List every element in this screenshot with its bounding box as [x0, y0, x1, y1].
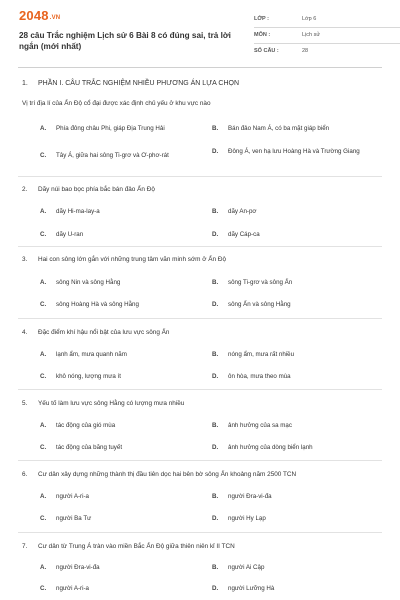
question-5: 5. Yếu tố làm lưu vực sông Hằng có lượng mưa nhiều A. tác động của gió mùa B. ảnh hưởng của sa mạc C. tác động của băng tuyết D. ảnh hưởng của dòng biển lạnh — [22, 399, 378, 408]
meta-row-subject — [254, 28, 400, 44]
divider — [18, 460, 382, 461]
question-stem: 6. Cư dân xây dựng những thành thị đầu tiên dọc hai bên bờ sông Ấn khoảng năm 2500 TCN — [22, 471, 297, 478]
site-logo[interactable]: 2048.VN — [19, 8, 61, 23]
meta-row-class — [254, 12, 400, 28]
divider — [18, 318, 382, 319]
meta-label: MÔN : — [254, 32, 271, 38]
divider — [18, 532, 382, 533]
meta-label: LỚP : — [254, 16, 269, 22]
meta-box — [254, 12, 400, 60]
question-7: 7. Cư dân từ Trung Á tràn vào miền Bắc Ấn Độ giữa thiên niên kỉ II TCN A. người Đra-vi-đa B. người Ai Cập C. người A-ri-a D. người Lưỡng Hà — [22, 542, 378, 551]
divider — [18, 246, 382, 247]
question-stem: 4. Đặc điểm khí hậu nổi bật của lưu vực sông Ấn — [22, 329, 170, 336]
meta-value: Lịch sử — [302, 32, 321, 38]
meta-value: 28 — [302, 48, 309, 54]
question-6: 6. Cư dân xây dựng những thành thị đầu tiên dọc hai bên bờ sông Ấn khoảng năm 2500 TCN A. người A-ri-a B. người Đra-vi-đa C. người Ba Tư D. người Hy Lạp — [22, 470, 378, 479]
divider — [18, 389, 382, 390]
question-1: Vị trí địa lí của Ấn Độ cổ đại được xác định chủ yếu ở khu vực nào A. Phía đông châu Phi, giáp Địa Trung Hải B. Bán đảo Nam Á, có ba mặt giáp biển C. Tây Á, giữa hai sông Ti-grơ và Ơ-phơ-rát D. Đông Á, ven hạ lưu Hoàng Hà và Trường Giang — [22, 99, 378, 108]
question-4: 4. Đặc điểm khí hậu nổi bật của lưu vực sông Ấn A. lạnh ẩm, mưa quanh năm B. nóng ẩm, mưa rất nhiều C. khô nóng, lượng mưa ít D. ôn hòa, mưa theo mùa — [22, 328, 378, 337]
question-3: 3. Hai con sông lớn gắn với những trung tâm văn minh sớm ở Ấn Độ A. sông Nin và sông Hằng B. sông Ti-grơ và sông Ấn C. sông Hoàng Hà và sông Hằng D. sông Ấn và sông Hằng — [22, 255, 378, 264]
meta-label: SỐ CÂU : — [254, 48, 279, 54]
question-stem: Vị trí địa lí của Ấn Độ cổ đại được xác định chủ yếu ở khu vực nào — [22, 100, 211, 107]
question-2: 2. Dãy núi bao bọc phía bắc bán đảo Ấn Độ A. dãy Hi-ma-lay-a B. dãy An-pơ C. dãy U-ran D. dãy Cáp-ca — [22, 185, 378, 194]
meta-row-count — [254, 44, 400, 60]
question-stem: 2. Dãy núi bao bọc phía bắc bán đảo Ấn Độ — [22, 186, 155, 193]
question-stem: 5. Yếu tố làm lưu vực sông Hằng có lượng mưa nhiều — [22, 400, 185, 407]
question-stem: 3. Hai con sông lớn gắn với những trung tâm văn minh sớm ở Ấn Độ — [22, 256, 226, 263]
document-header — [18, 0, 382, 68]
meta-value: Lớp 6 — [302, 16, 317, 22]
divider — [18, 176, 382, 177]
question-stem: 7. Cư dân từ Trung Á tràn vào miền Bắc Ấn Độ giữa thiên niên kỉ II TCN — [22, 543, 235, 550]
document-title: 28 câu Trắc nghiệm Lịch sử 6 Bài 8 có đúng sai, trả lời ngắn (mới nhất) — [19, 31, 231, 51]
section-heading: 1. PHẦN I. CÂU TRẮC NGHIỆM NHIỀU PHƯƠNG ÁN LỰA CHỌN — [22, 80, 240, 87]
